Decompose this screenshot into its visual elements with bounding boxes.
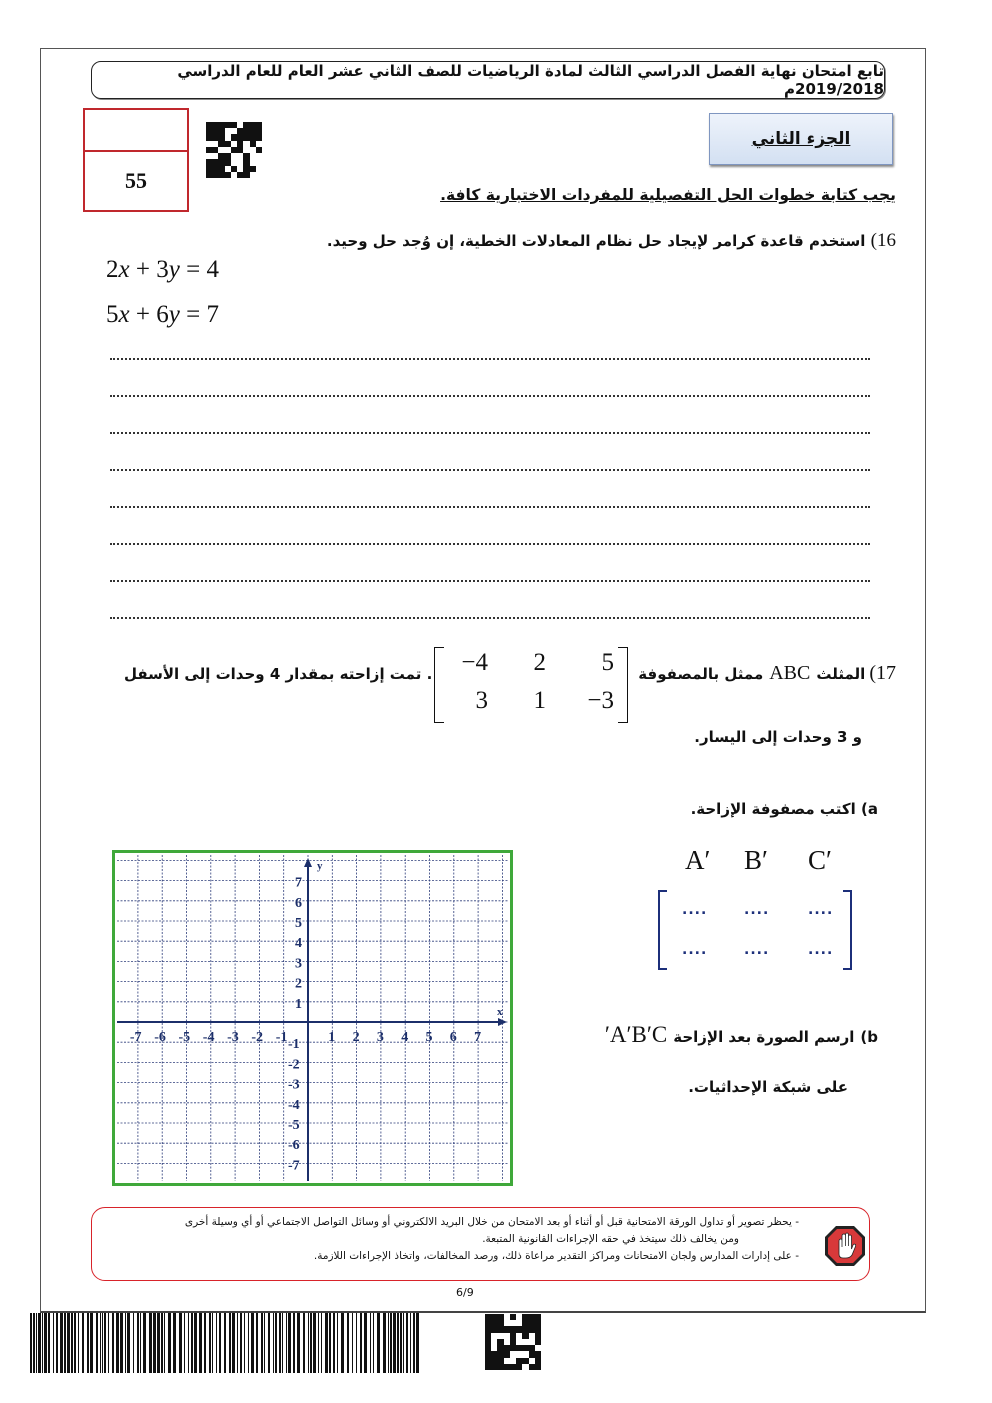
barcode-bar [406,1313,408,1373]
page-number: 6/9 [456,1286,474,1299]
barcode-bar [224,1313,226,1373]
barcode-bar [413,1313,415,1373]
barcode-bar [133,1313,134,1373]
exam-title: تابع امتحان نهاية الفصل الدراسي الثالث لمادة الرياضيات للصف الثاني عشر العام للعام الدراسي 2019/2018م [177,62,884,98]
barcode-bar [204,1313,206,1373]
barcode-bar [161,1313,163,1373]
barcode-bar [209,1313,211,1373]
barcode-bar [64,1313,66,1373]
question-text: استخدم قاعدة كرامر لإيجاد حل نظام المعادلات الخطية، إن وُجد حل وحيد. [326,232,866,250]
barcode-bar [318,1313,319,1373]
answer-blank[interactable]: .... [744,942,770,958]
coordinate-grid-svg[interactable] [115,853,510,1183]
y-tick-label: -6 [288,1138,300,1154]
barcode-bar [143,1313,146,1373]
barcode-bar [370,1313,371,1373]
barcode-bar [212,1313,213,1373]
barcode-bar [251,1313,254,1373]
answer-line[interactable] [110,506,870,508]
coordinate-grid[interactable] [112,850,513,1186]
x-tick-label: 1 [328,1030,336,1045]
answer-line[interactable] [110,543,870,545]
barcode-bar [403,1313,404,1373]
question-number: 17) [869,662,896,684]
barcode-bar [100,1313,101,1373]
barcode-bar [87,1313,89,1373]
barcode-bar [194,1313,197,1373]
barcode-bar [264,1313,265,1373]
x-tick-label: 7 [474,1030,482,1045]
x-tick-label: 2 [352,1030,360,1045]
matrix-cell: 3 [475,687,488,714]
barcode-bar [400,1313,402,1373]
barcode-bar [393,1313,396,1373]
x-tick-label: 5 [425,1030,433,1045]
barcode-bar [71,1313,73,1373]
x-tick-label: -4 [202,1030,215,1045]
col-label-a-prime: A′ [685,845,711,875]
barcode-bar [179,1313,182,1373]
y-tick-label: 5 [295,916,302,931]
barcode-bar [116,1313,119,1373]
col-label-b-prime: B′ [744,845,768,875]
y-tick-label: 4 [295,936,302,952]
barcode-bar [216,1313,217,1373]
var: x [118,256,130,283]
y-tick-label: 7 [295,875,302,891]
question-number: 16) [870,230,896,251]
barcode-bar [191,1313,193,1373]
barcode-bar [56,1313,58,1373]
barcode-icon [30,1313,426,1373]
part-b-line2: على شبكة الإحداثيات. [688,1078,848,1096]
left-bracket [658,890,667,970]
barcode-bar [38,1313,41,1373]
coef: 3 [156,256,169,283]
stop-hand-icon [823,1224,867,1272]
warning-line: ومن يخالف ذلك سيتخذ في حقه الإجراءات القانونية المتبعة. [482,1233,739,1245]
var: y [168,301,180,328]
answer-blank[interactable]: .... [682,942,708,958]
barcode-bar [383,1313,386,1373]
barcode-bar [373,1313,374,1373]
x-tick-label: -6 [154,1030,166,1045]
barcode-bar [364,1313,367,1373]
barcode-bar [127,1313,130,1373]
barcode-bar [229,1313,231,1373]
barcode-bar [188,1313,189,1373]
barcode-bar [273,1313,274,1373]
part-b-label: b) [860,1028,878,1046]
barcode-bar [310,1313,312,1373]
qr-module [256,172,262,178]
barcode-bar [297,1313,300,1373]
barcode-bar [282,1313,283,1373]
barcode-bar [48,1313,50,1373]
op: + [135,301,150,328]
matrix-cell: −3 [587,687,614,714]
y-axis-label: y [317,860,323,872]
barcode-bar [308,1313,309,1373]
answer-line[interactable] [110,469,870,471]
barcode-bar [313,1313,316,1373]
barcode-bar [36,1313,37,1373]
col-label-c-prime: C′ [808,845,832,875]
q17-text-before: المثلث [816,664,866,683]
part-a [691,800,878,818]
barcode-bar [388,1313,389,1373]
right-bracket [618,647,628,723]
y-axis-arrow [304,858,312,867]
instruction: يجب كتابة خطوات الحل التفصيلية للمفردات الاختبارية كافة. [440,186,896,204]
answer-blank[interactable]: .... [744,902,770,918]
barcode-bar [286,1313,287,1373]
q17-text-matrix: ممثل بالمصفوفة [638,664,764,683]
x-tick-label: 4 [401,1030,409,1045]
y-tick-label: -2 [288,1057,300,1073]
barcode-bar [240,1313,242,1373]
barcode-bar [333,1313,335,1373]
part-label-text: الجزء الثاني [751,129,851,149]
barcode-bar [256,1313,258,1373]
y-tick-label: -5 [288,1118,300,1133]
barcode-bar [44,1313,47,1373]
q17-line2: و 3 وحدات إلى اليسار. [694,728,862,746]
rhs: 4 [206,256,219,283]
warning-line: - يحظر تصوير أو تداول الورقة الامتحانية قبل أو أثناء أو بعد الامتحان من خلال البريد الالكتروني أو وسائل التواصل الاجتماعي أو أي وسيلة أخرى [184,1216,799,1228]
score-box [83,108,189,212]
barcode-bar [244,1313,245,1373]
question-16 [327,230,896,252]
barcode-bar [410,1313,411,1373]
barcode-bar [78,1313,79,1373]
var: y [168,256,180,283]
barcode-bar [279,1313,281,1373]
answer-line[interactable] [110,358,870,360]
barcode-bar [157,1313,160,1373]
barcode-bar [261,1313,263,1373]
barcode-bar [275,1313,277,1373]
y-tick-label: 2 [295,976,302,992]
qr-module [535,1364,541,1370]
barcode-bar [219,1313,221,1373]
barcode-bar [397,1313,399,1373]
barcode-bar [120,1313,123,1373]
x-tick-label: -7 [129,1030,142,1045]
y-tick-label: -3 [288,1077,300,1093]
barcode-bar [356,1313,357,1373]
barcode-bar [112,1313,114,1373]
barcode-bar [390,1313,392,1373]
barcode-bar [140,1313,141,1373]
coef: 5 [106,301,119,328]
barcode-bar [104,1313,106,1373]
barcode-bar [337,1313,338,1373]
equals: = [186,256,201,283]
image-name: A′B′C′ [604,1022,668,1047]
barcode-bar [248,1313,249,1373]
barcode-bar [108,1313,109,1373]
barcode-bar [352,1313,353,1373]
warning-box [91,1207,870,1281]
y-tick-label: 6 [295,895,302,911]
barcode-bar [303,1313,305,1373]
y-tick-label: -7 [288,1158,300,1174]
x-tick-label: -1 [275,1030,288,1045]
x-tick-label: -2 [251,1030,264,1045]
y-tick-label: 1 [295,996,302,1012]
barcode-bar [288,1313,291,1373]
barcode-bar [125,1313,126,1373]
barcode-bar [33,1313,35,1373]
score-box-top [85,110,187,152]
answer-line[interactable] [110,617,870,619]
barcode-bar [137,1313,139,1373]
barcode-bar [199,1313,202,1373]
barcode-bar [184,1313,185,1373]
barcode-bar [268,1313,270,1373]
equation-2 [106,301,219,329]
right-bracket [843,890,852,970]
answer-blank[interactable]: .... [682,902,708,918]
matrix-cell: 5 [601,649,614,676]
op: + [135,256,150,283]
barcode-bar [237,1313,238,1373]
part-label [709,113,893,165]
score-total: 55 [125,168,147,193]
barcode-bar [67,1313,70,1373]
barcode-bar [341,1313,344,1373]
barcode-bar [149,1313,152,1373]
barcode-bar [347,1313,349,1373]
translation-matrix-answer[interactable] [658,890,852,968]
matrix-cell: 2 [533,649,546,676]
y-tick-label: -4 [288,1097,300,1113]
x-tick-label: -3 [227,1030,239,1045]
barcode-bar [74,1313,76,1373]
coef: 2 [106,256,119,283]
barcode-bar [164,1313,165,1373]
answer-line[interactable] [110,432,870,434]
barcode-bar [168,1313,171,1373]
warning-text [109,1214,799,1265]
barcode-bar [60,1313,63,1373]
barcode-bar [42,1313,43,1373]
var: x [118,301,130,328]
y-tick-label: 3 [295,956,302,972]
barcode-bar [325,1313,328,1373]
barcode-bar [153,1313,156,1373]
coef: 6 [156,301,169,328]
barcode-bar [30,1313,32,1373]
barcode-bar [329,1313,331,1373]
answer-blank[interactable]: .... [808,942,834,958]
x-axis-label: x [497,1006,503,1018]
barcode-bar [82,1313,84,1373]
triangle-matrix [434,647,628,723]
q17-text-after: . تمت إزاحته بمقدار 4 وحدات إلى الأسفل [123,664,433,683]
qr-code-icon [485,1314,541,1370]
matrix-cell: −4 [461,649,488,676]
equation-1 [106,256,219,284]
barcode-bar [53,1313,54,1373]
exam-header [91,61,885,99]
part-b [605,1022,878,1048]
rhs: 7 [206,301,219,328]
qr-code-icon [206,122,262,178]
equals: = [186,301,201,328]
barcode-bar [232,1313,235,1373]
answer-line[interactable] [110,395,870,397]
answer-line[interactable] [110,580,870,582]
barcode-bar [293,1313,295,1373]
warning-line: - على إدارات المدارس ولجان الامتحانات ومراكز التقدير مراعاة ذلك، ورصد المخالفات، واتخاذ الإجراءات اللازمة. [313,1250,799,1262]
part-a-label: a) [861,800,878,818]
x-tick-label: -5 [178,1030,191,1045]
barcode-bar [96,1313,98,1373]
barcode-bar [360,1313,362,1373]
barcode-bar [416,1313,419,1373]
barcode-bar [90,1313,93,1373]
barcode-bar [321,1313,322,1373]
barcode-bar [377,1313,380,1373]
part-b-text: ارسم الصورة بعد الإزاحة [673,1028,855,1046]
part-a-text: اكتب مصفوفة الإزاحة. [690,800,856,818]
matrix-cell: 1 [533,687,546,714]
barcode-bar [102,1313,103,1373]
x-tick-label: 6 [449,1030,457,1045]
barcode-bar [173,1313,176,1373]
x-tick-label: 3 [376,1030,384,1045]
y-tick-label: -1 [288,1037,300,1053]
triangle-name: ABC [769,662,811,684]
answer-blank[interactable]: .... [808,902,834,918]
